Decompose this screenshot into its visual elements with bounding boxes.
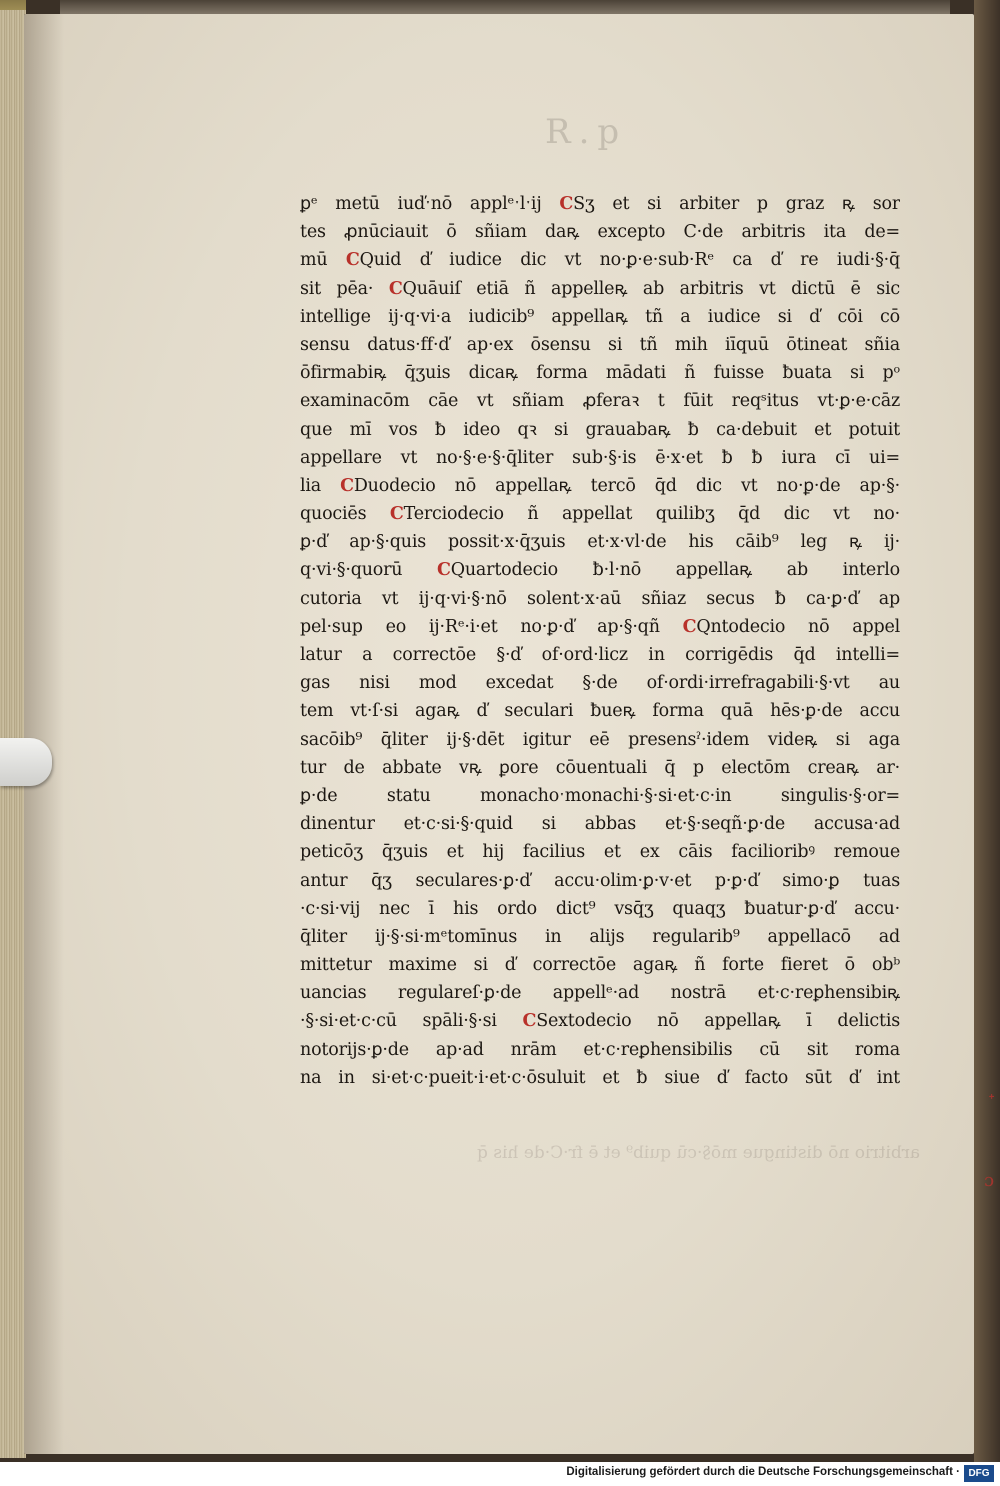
text-segment: uancias regulareſ·ꝑ·de appellᵉ·ad nostrā et·c·reꝑhensibiꝶ xyxy=(300,983,900,1004)
text-segment: mittetur maxime si ď correctōe agaꝶ ñ forte fieret ō obᵇ xyxy=(300,955,900,976)
text-line xyxy=(300,472,900,500)
text-segment: sacōib⁹ q̄liter ij·§·dēt igitur eē presensˀ·idem videꝶ si aga xyxy=(300,729,900,750)
text-segment: examinacōm cāe vt sñiam ꝓferaꝛ t fūit reqˢitus vt·ꝑ·e·cāz xyxy=(300,391,900,412)
text-line xyxy=(300,979,900,1007)
text-segment: tem vt·ſ·si agaꝶ ď seculari ƀueꝶ forma quā hēs·ꝑ·de accu xyxy=(300,701,900,722)
text-segment: Quid ď iudice dic vt no·ꝑ·e·sub·Rᵉ ca ď re iudi·§·q̄ xyxy=(359,250,900,271)
text-segment: sensu datus·ff·ď ap·ex ōsensu si tñ mih iīquū ōtineat sñia xyxy=(300,334,900,355)
text-line xyxy=(300,190,900,218)
text-line xyxy=(300,444,900,472)
rubricated-initial: C xyxy=(340,475,354,496)
text-segment: na in si·et·c·pueit·i·et·c·ōsuluit et ƀ siue ď facto sūt ď int xyxy=(300,1067,900,1088)
text-line xyxy=(300,838,900,866)
text-segment: gas nisi mod excedat §·de of·ordi·irrefragabili·§·vt au xyxy=(300,673,900,694)
text-line xyxy=(300,416,900,444)
incunabula-text-block xyxy=(300,190,900,1092)
text-segment: quociēs xyxy=(300,504,390,525)
rubricated-initial: C xyxy=(388,278,403,299)
text-segment: notorijs·ꝑ·de ap·ad nrām et·c·reꝑhensibilis cū sit roma xyxy=(300,1039,900,1060)
text-line xyxy=(300,669,900,697)
text-segment: ꝑ·ď ap·§·quis possit·x·q̄ʒuis et·x·vl·de his cāib⁹ leg ꝶ ij· xyxy=(300,532,900,553)
pencil-annotation: R.p xyxy=(545,112,628,152)
text-segment: Quartodecio ƀ·l·nō appellaꝶ ab interlo xyxy=(450,560,900,581)
text-line xyxy=(300,246,900,274)
text-line xyxy=(300,556,900,584)
text-line xyxy=(300,1064,900,1092)
text-segment: Qntodecio nō appel xyxy=(696,616,900,637)
text-segment: ꝑᵉ metū iuďˑnō applᵉˑlˑij xyxy=(300,194,560,214)
margin-red-mark: ɔ xyxy=(984,1170,995,1191)
text-segment: cutoria vt ij·q·vi·§·nō solent·x·aū sñiaz secus ƀ ca·ꝑ·ď ap xyxy=(300,588,900,609)
text-line xyxy=(300,218,900,246)
text-line xyxy=(300,641,900,669)
facing-page-edge xyxy=(974,0,1000,1462)
show-through-text: arbitrio nō distingue mō§·cū quib⁹ et ē fr·C·de his q̄ xyxy=(477,1143,920,1163)
text-line xyxy=(300,867,900,895)
text-segment: ꝑ·de statu monachoˑmonachi·§·si·et·c·in singulis·§·or= xyxy=(300,785,900,806)
text-line xyxy=(300,895,900,923)
text-line xyxy=(300,726,900,754)
text-segment: q̄liter ij·§·si·mᵉtomīnus in alijs regularib⁹ appellacō ad xyxy=(300,926,900,947)
text-segment: antur q̄ʒ seculares·ꝑ·ď accu·olim·ꝑ·v·et p·ꝑ·ď simo·ꝑ tuas xyxy=(300,870,900,891)
gutter-shadow xyxy=(24,14,64,1454)
text-segment: que mī vos ƀ ideo qꝛ si grauabaꝶ ƀ ca·debuit et potuit xyxy=(300,419,900,440)
text-segment: ōfirmabiꝶ q̄ʒuis dicaꝶ forma mādati ñ fuisse ƀuata si pᵒ xyxy=(300,363,900,384)
text-line xyxy=(300,697,900,725)
text-segment: pel·sup eo ij·Rᵉ·i·et no·ꝑ·ď ap·§·qñ xyxy=(300,616,683,637)
text-line xyxy=(300,585,900,613)
rubricated-initial: C xyxy=(559,194,574,214)
text-segment: peticōʒ q̄ʒuis et hij facilius et ex cāis facilioribꝰ remoue xyxy=(300,842,900,863)
text-segment: Sʒ et si arbiter p graz ꝶ sor xyxy=(573,194,900,214)
text-line xyxy=(300,359,900,387)
margin-red-mark: ᐩ xyxy=(988,1090,996,1111)
funding-notice: Digitalisierung gefördert durch die Deutsche Forschungsgemeinschaft · xyxy=(566,1466,960,1478)
rubricated-initial: C xyxy=(389,504,404,525)
text-segment: ·c·si·vij nec ī his ordo dict⁹ vsq̄ʒ quaqʒ ƀuatur·ꝑ·ď accu· xyxy=(300,898,900,919)
page-clip xyxy=(0,738,52,786)
text-segment: ·§·si·et·c·cū spāli·§·si xyxy=(300,1011,523,1032)
rubricated-initial: C xyxy=(682,616,697,637)
text-segment: intellige ij·q·vi·a iudicib⁹ appellaꝶ tñ a iudice si ď cōi cō xyxy=(300,306,900,327)
text-segment: appellare vt no·§·e·§·q̄liter sub·§·is ē·x·et ƀ ƀ iura cī ui= xyxy=(300,447,900,468)
footer-bar xyxy=(0,1462,1000,1486)
text-segment: Quāuiſ etiā ñ appelleꝶ ab arbitris vt dictū ē sic xyxy=(402,278,900,299)
text-line xyxy=(300,500,900,528)
dfg-logo: DFG xyxy=(964,1465,994,1482)
text-segment: tur de abbate vꝶ ꝑore cōuentuali q̄ p electōm creaꝶ ar· xyxy=(300,757,900,778)
text-line xyxy=(300,951,900,979)
text-segment: Terciodecio ñ appellat quilibʒ q̄d dic vt no· xyxy=(403,504,900,525)
text-segment: mū xyxy=(300,250,346,271)
text-line xyxy=(300,1007,900,1035)
text-segment: lia xyxy=(300,475,341,496)
text-line xyxy=(300,810,900,838)
text-line xyxy=(300,528,900,556)
text-line xyxy=(300,1036,900,1064)
text-segment: Duodecio nō appellaꝶ tercō q̄d dic vt no·ꝑ·de ap·§· xyxy=(353,475,900,496)
rubricated-initial: C xyxy=(436,560,451,581)
text-line xyxy=(300,387,900,415)
text-line xyxy=(300,303,900,331)
text-line xyxy=(300,331,900,359)
text-line xyxy=(300,782,900,810)
text-segment: Sextodecio nō appellaꝶ ī delictis xyxy=(536,1011,900,1032)
text-segment: tes ꝓnūciauit ō sñiam daꝶ excepto C·de arbitris ita de= xyxy=(300,222,900,243)
rubricated-initial: C xyxy=(522,1011,537,1032)
text-line xyxy=(300,613,900,641)
book-block-edge xyxy=(0,10,26,1458)
rubricated-initial: C xyxy=(345,250,360,271)
text-segment: dinentur et·c·si·§·quid si abbas et·§·seqñ·ꝑ·de accusa·ad xyxy=(300,814,900,835)
text-segment: q·vi·§·quorū xyxy=(300,560,437,581)
text-line xyxy=(300,923,900,951)
text-line xyxy=(300,754,900,782)
text-segment: latur a correctōe §·ď of·ord·licz in corrigēdis q̄d intelli= xyxy=(300,645,900,665)
text-line xyxy=(300,275,900,303)
text-segment: sit pēa· xyxy=(300,278,389,299)
